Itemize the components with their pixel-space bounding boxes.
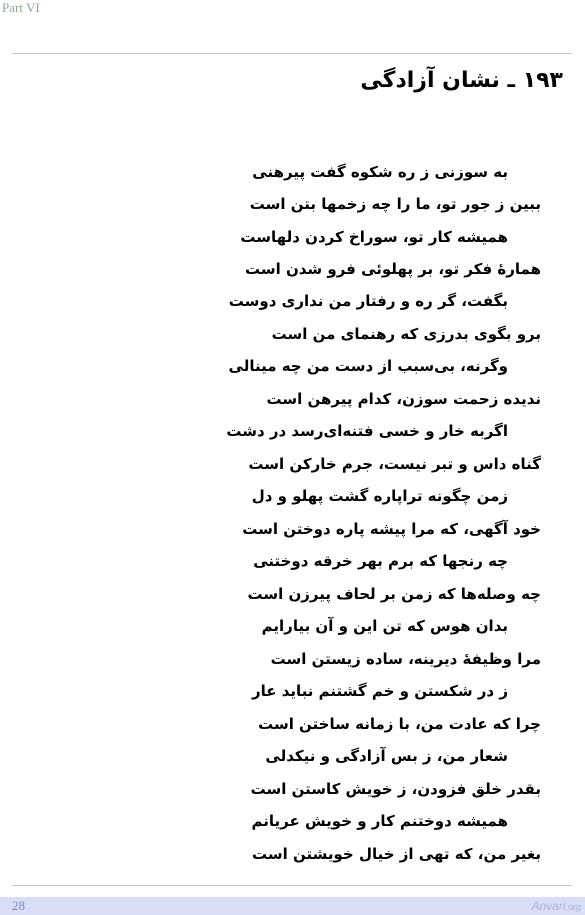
poem-line: خود آگهی، که مرا پیشه پاره دوختن است — [242, 520, 541, 538]
poem-line: بقدر خلق فزودن، ز خویش کاستن است — [250, 780, 541, 798]
poem-line: بغیر من، که تهی از خیال خویشتن است — [252, 845, 541, 863]
poem-line: چه وصله‌ها که زمن بر لحاف پیرزن است — [247, 585, 541, 603]
poem-line: مرا وظیفهٔ دیرینه، ساده زیستن است — [270, 650, 541, 668]
poem-line: همیشه کار تو، سوراخ کردن دلهاست — [240, 228, 508, 246]
poem-line: ز در شکستن و خم گشتنم نباید عار — [252, 682, 508, 700]
poem-line: شعار من، ز بس آزادگی و نیکدلی — [265, 747, 508, 765]
poem-line: اگربه خار و خسی فتنه‌ای‌رسد در دشت — [226, 422, 508, 440]
header-divider — [12, 53, 572, 54]
site-watermark — [531, 899, 581, 913]
part-label: Part VI — [2, 0, 40, 15]
poem-line: به سوزنی ز ره شکوه گفت پیرهنی — [252, 163, 508, 181]
footer-divider — [12, 885, 572, 886]
footer-bar — [0, 897, 585, 915]
poem-line: بدان هوس که تن این و آن بیارایم — [261, 617, 508, 635]
site-name: Anvari — [531, 899, 566, 913]
poem-line: همارهٔ فکر تو، بر پهلوئی فرو شدن است — [244, 260, 541, 278]
poem-line: چرا که عادت من، با زمانه ساختن است — [258, 715, 541, 733]
poem-line: گناه داس و تبر نیست، جرم خارکن است — [248, 455, 541, 473]
poem-line: بگفت، گر ره و رفتار من نداری دوست — [228, 292, 508, 310]
site-suffix: .org — [565, 902, 581, 912]
poem-line: وگرنه، بی‌سبب از دست من چه مینالی — [228, 357, 508, 375]
poem-title: ۱۹۳ ـ نشان آزادگی — [360, 68, 563, 93]
poem-line: ببین ز جور تو، ما را چه زخمها بتن است — [249, 195, 541, 213]
poem-line: همیشه دوختنم کار و خویش عریانم — [251, 812, 508, 830]
poem-line: برو بگوی بدرزی که رهنمای من است — [271, 325, 541, 343]
poem-line: ندیده زحمت سوزن، کدام پیرهن است — [266, 390, 541, 408]
page-number: 28 — [12, 898, 25, 913]
poem-line: زمن چگونه تراپاره گشت پهلو و دل — [251, 487, 508, 505]
poem-line: چه رنجها که برم بهر خرقه دوختنی — [253, 552, 508, 570]
